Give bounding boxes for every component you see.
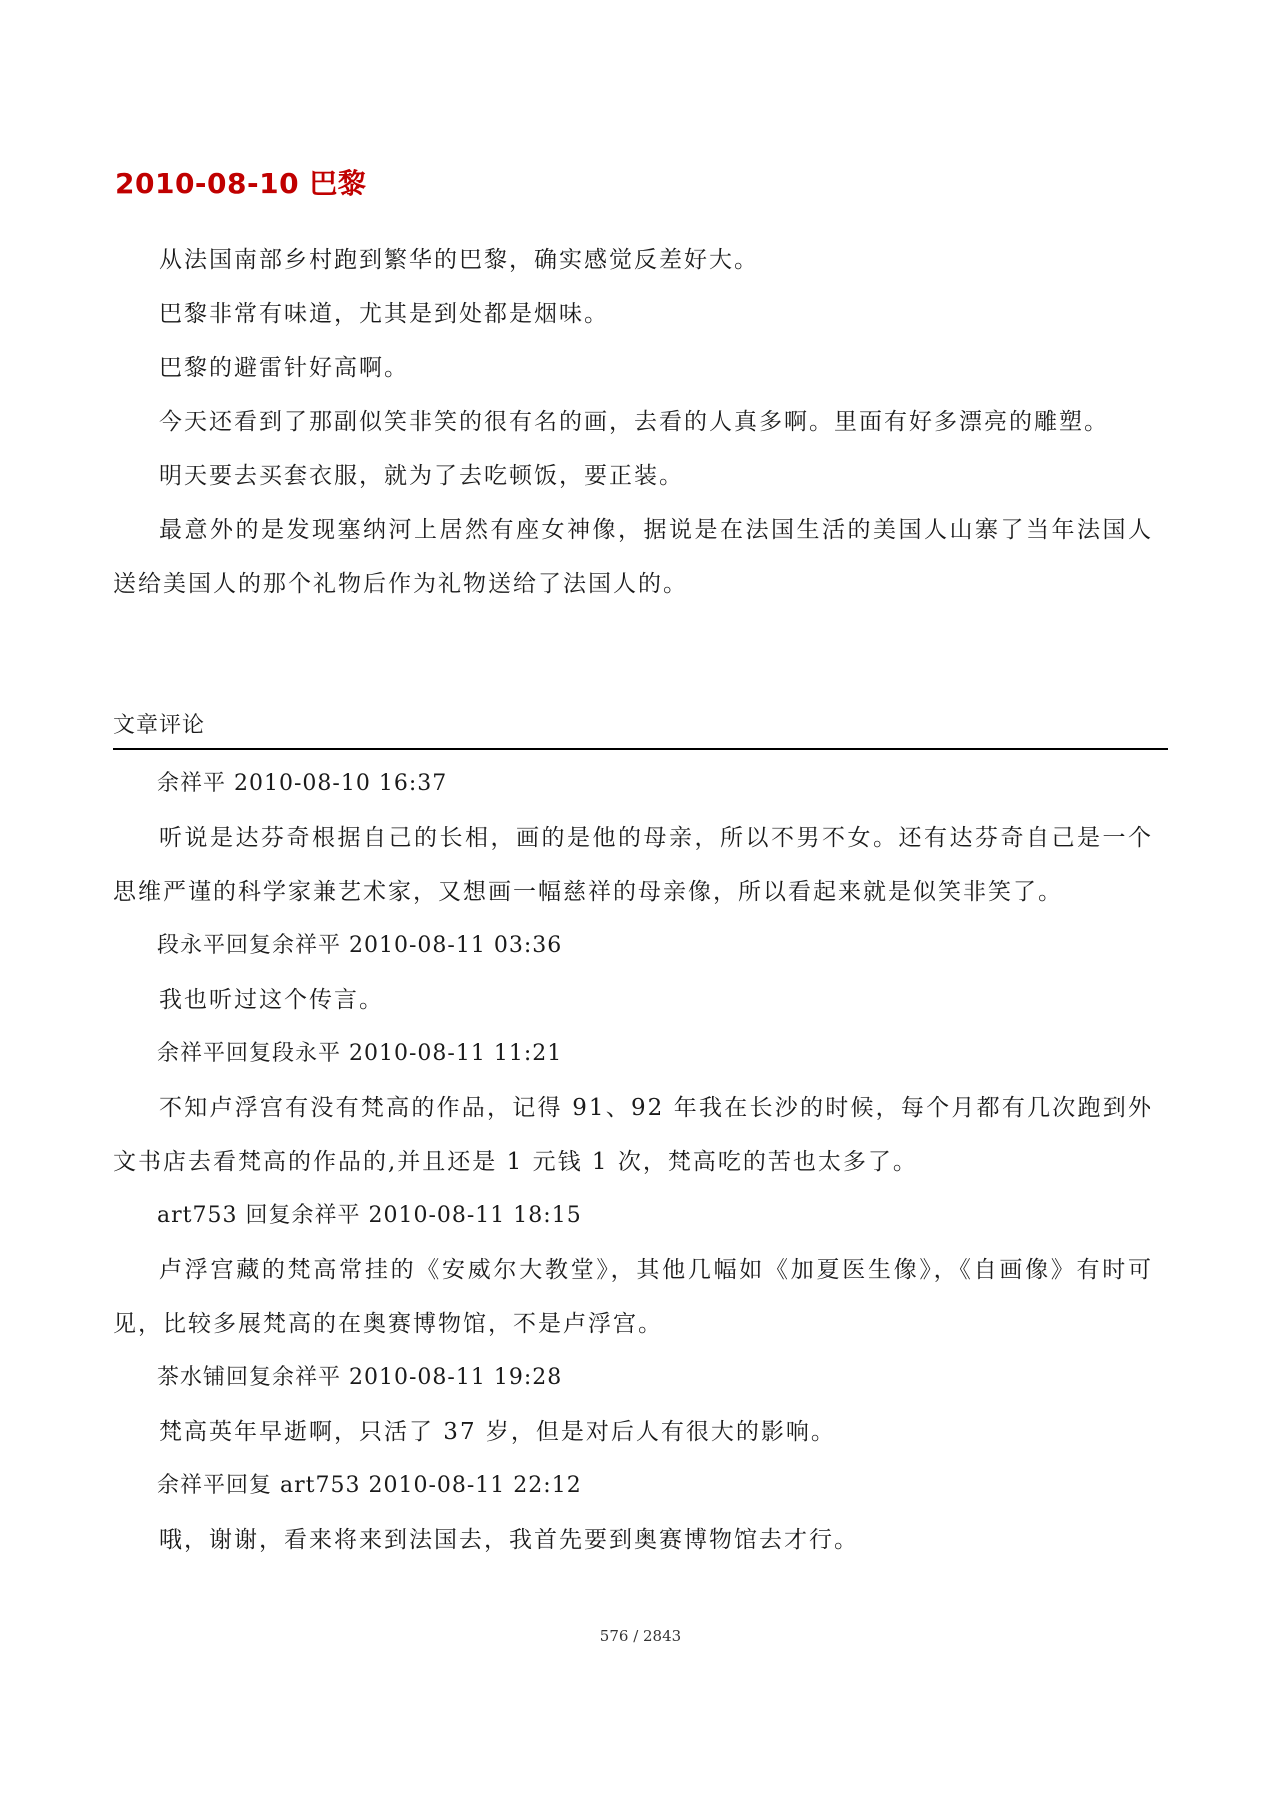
document-page — [113, 0, 1168, 1800]
comment-item — [113, 757, 1153, 919]
article-body — [113, 233, 1153, 611]
article-paragraph: 巴黎非常有味道，尤其是到处都是烟味。 — [159, 301, 609, 327]
post-title: 2010-08-10 巴黎 — [115, 167, 367, 200]
comment-text: 梵高英年早逝啊，只活了 37 岁，但是对后人有很大的影响。 — [159, 1419, 836, 1445]
comment-meta: 余祥平 2010-08-10 16:37 — [157, 771, 448, 796]
comment-text: 不知卢浮宫有没有梵高的作品，记得 91、92 年我在长沙的时候，每个月都有几次跑到外文书店去看梵高的作品的,并且还是 1 元钱 1 次，梵高吃的苦也太多了。 — [113, 1095, 1153, 1175]
comment-item — [113, 919, 1153, 1027]
article-paragraph: 从法国南部乡村跑到繁华的巴黎，确实感觉反差好大。 — [159, 247, 759, 273]
comment-meta: 余祥平回复段永平 2010-08-11 11:21 — [157, 1041, 563, 1066]
comment-meta: 余祥平回复 art753 2010-08-11 22:12 — [157, 1473, 582, 1498]
comment-item — [113, 1027, 1153, 1189]
comment-item — [113, 1189, 1153, 1351]
article-paragraph: 今天还看到了那副似笑非笑的很有名的画，去看的人真多啊。里面有好多漂亮的雕塑。 — [159, 409, 1109, 435]
comments-list — [113, 757, 1153, 1567]
comment-text: 听说是达芬奇根据自己的长相，画的是他的母亲，所以不男不女。还有达芬奇自己是一个思维严谨的科学家兼艺术家，又想画一幅慈祥的母亲像，所以看起来就是似笑非笑了。 — [113, 825, 1153, 905]
comments-section-heading: 文章评论 — [113, 708, 1168, 750]
page-number: 576 / 2843 — [599, 1627, 682, 1645]
comment-text: 我也听过这个传言。 — [159, 987, 384, 1013]
comment-item — [113, 1351, 1153, 1459]
comment-meta: 段永平回复余祥平 2010-08-11 03:36 — [157, 933, 563, 958]
comment-meta: art753 回复余祥平 2010-08-11 18:15 — [157, 1203, 582, 1228]
comment-meta: 茶水铺回复余祥平 2010-08-11 19:28 — [157, 1365, 563, 1390]
comment-text: 哦，谢谢，看来将来到法国去，我首先要到奥赛博物馆去才行。 — [159, 1527, 859, 1553]
comment-text: 卢浮宫藏的梵高常挂的《安威尔大教堂》，其他几幅如《加夏医生像》，《自画像》有时可见，比较多展梵高的在奥赛博物馆，不是卢浮宫。 — [113, 1257, 1153, 1337]
article-paragraph: 最意外的是发现塞纳河上居然有座女神像，据说是在法国生活的美国人山寨了当年法国人送给美国人的那个礼物后作为礼物送给了法国人的。 — [113, 517, 1153, 597]
article-paragraph: 巴黎的避雷针好高啊。 — [159, 355, 409, 381]
comment-item — [113, 1459, 1153, 1567]
article-paragraph: 明天要去买套衣服，就为了去吃顿饭，要正装。 — [159, 463, 684, 489]
